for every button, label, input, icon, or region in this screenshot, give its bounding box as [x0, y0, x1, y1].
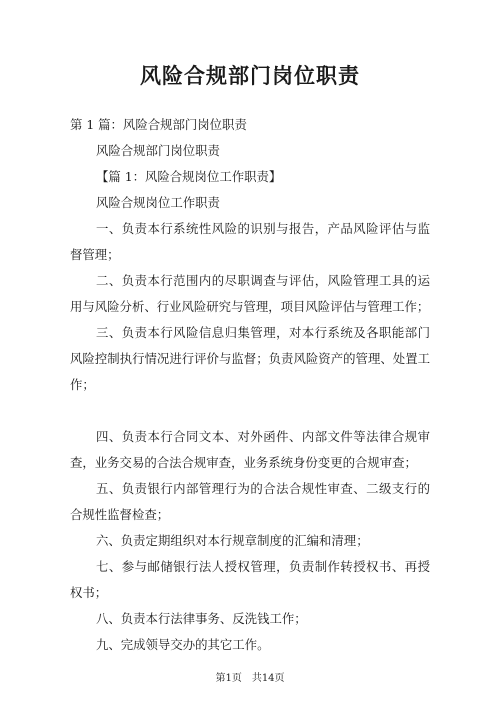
paragraph-spacer	[70, 398, 430, 424]
duty-paragraph-2: 二、负责本行范围内的尽职调查与评估，风险管理工具的运用与风险分析、行业风险研究与管理，项目风险评估与管理工作；	[70, 273, 430, 314]
chapter-subheading: 风险合规部门岗位职责	[96, 143, 220, 158]
duty-paragraph-3: 三、负责本行风险信息归集管理，对本行系统及各职能部门风险控制执行情况进行评价与监督；负责风险资产的管理、处置工作；	[70, 325, 430, 392]
duty-paragraph-6: 六、负责定期组织对本行规章制度的汇编和清理；	[96, 533, 369, 548]
duty-paragraph-1: 一、负责本行系统性风险的识别与报告，产品风险评估与监督管理；	[70, 221, 430, 262]
duty-paragraph-5: 五、负责银行内部管理行为的合法合规性审查、二级支行的合规性监督检查；	[70, 481, 430, 522]
page-title: 风险合规部门岗位职责	[140, 63, 360, 88]
page-number-footer: 第1页 共14页	[215, 673, 285, 684]
section-subheading: 风险合规岗位工作职责	[96, 195, 220, 210]
duty-paragraph-7: 七、参与邮储银行法人授权管理，负责制作转授权书、再授权书；	[70, 559, 430, 600]
duty-paragraph-9: 九、完成领导交办的其它工作。	[96, 637, 270, 652]
document-body	[70, 112, 430, 658]
chapter-heading: 第 1 篇：风险合规部门岗位职责	[70, 117, 247, 132]
duty-paragraph-4: 四、负责本行合同文本、对外函件、内部文件等法律合规审查，业务交易的合法合规审查，业务系统身份变更的合规审查；	[70, 429, 430, 470]
duty-paragraph-8: 八、负责本行法律事务、反洗钱工作；	[96, 611, 307, 626]
section-heading: 【篇 1：风险合规岗位工作职责】	[96, 169, 282, 184]
